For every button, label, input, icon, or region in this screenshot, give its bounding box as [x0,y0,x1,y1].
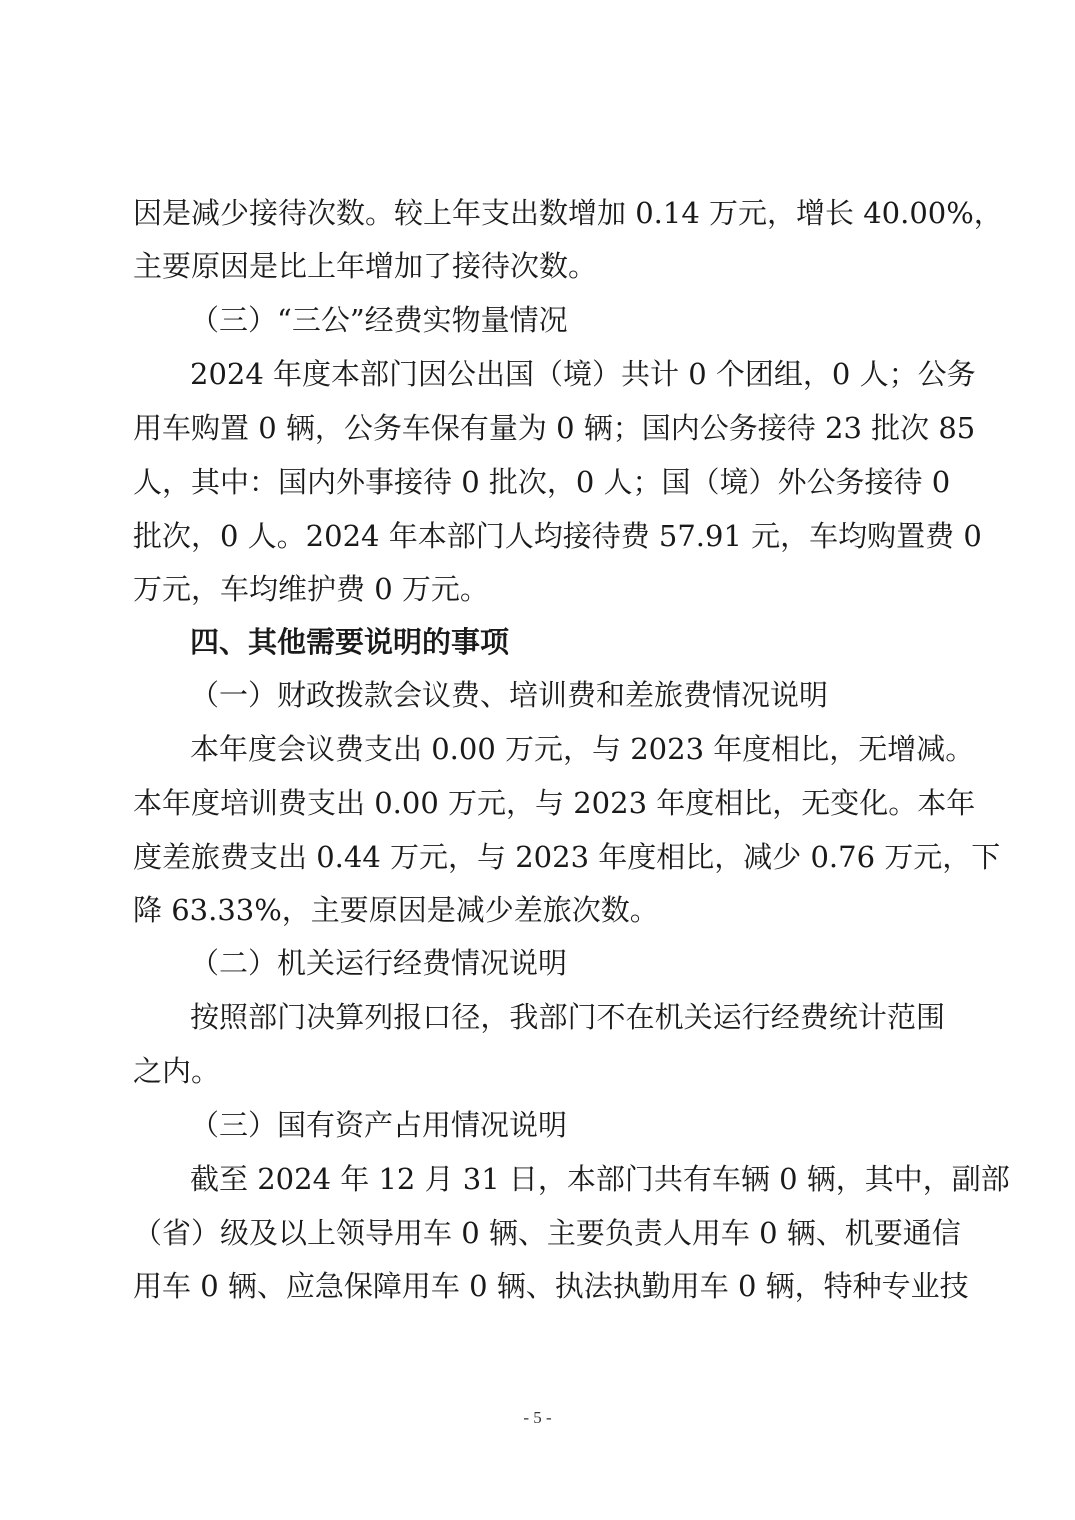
paragraph-line: 之内。 [133,1054,221,1088]
paragraph-line: 度差旅费支出 0.44 万元，与 2023 年度相比，减少 0.76 万元，下 [133,840,1001,874]
section-heading: （三）国有资产占用情况说明 [190,1108,568,1142]
paragraph-line: 本年度会议费支出 0.00 万元，与 2023 年度相比，无增减。 [190,732,975,766]
section-heading: （一）财政拨款会议费、培训费和差旅费情况说明 [190,678,829,712]
paragraph-line: 按照部门决算列报口径，我部门不在机关运行经费统计范围 [190,1000,945,1034]
paragraph-line: 用车购置 0 辆，公务车保有量为 0 辆；国内公务接待 23 批次 85 [133,411,976,445]
paragraph-line: 批次，0 人。2024 年本部门人均接待费 57.91 元，车均购置费 0 [133,519,982,553]
paragraph-line: （省）级及以上领导用车 0 辆、主要负责人用车 0 辆、机要通信 [133,1216,961,1250]
section-heading: （二）机关运行经费情况说明 [190,946,568,980]
paragraph-line: 2024 年度本部门因公出国（境）共计 0 个团组，0 人；公务 [190,357,976,391]
paragraph-line: 本年度培训费支出 0.00 万元，与 2023 年度相比，无变化。本年 [133,786,976,820]
paragraph-line: 人，其中：国内外事接待 0 批次，0 人；国（境）外公务接待 0 [133,465,951,499]
paragraph-line: 主要原因是比上年增加了接待次数。 [133,249,598,283]
section-title: 四、其他需要说明的事项 [190,625,510,659]
paragraph-line: 降 63.33%，主要原因是减少差旅次数。 [133,893,659,927]
section-heading: （三）“三公”经费实物量情况 [190,303,568,337]
paragraph-line: 用车 0 辆、应急保障用车 0 辆、执法执勤用车 0 辆，特种专业技 [133,1269,969,1303]
page-number: - 5 - [523,1408,552,1427]
paragraph-line: 万元，车均维护费 0 万元。 [133,572,489,606]
paragraph-line: 截至 2024 年 12 月 31 日，本部门共有车辆 0 辆，其中，副部 [190,1162,1010,1196]
paragraph-line: 因是减少接待次数。较上年支出数增加 0.14 万元，增长 40.00%， [133,196,1003,230]
